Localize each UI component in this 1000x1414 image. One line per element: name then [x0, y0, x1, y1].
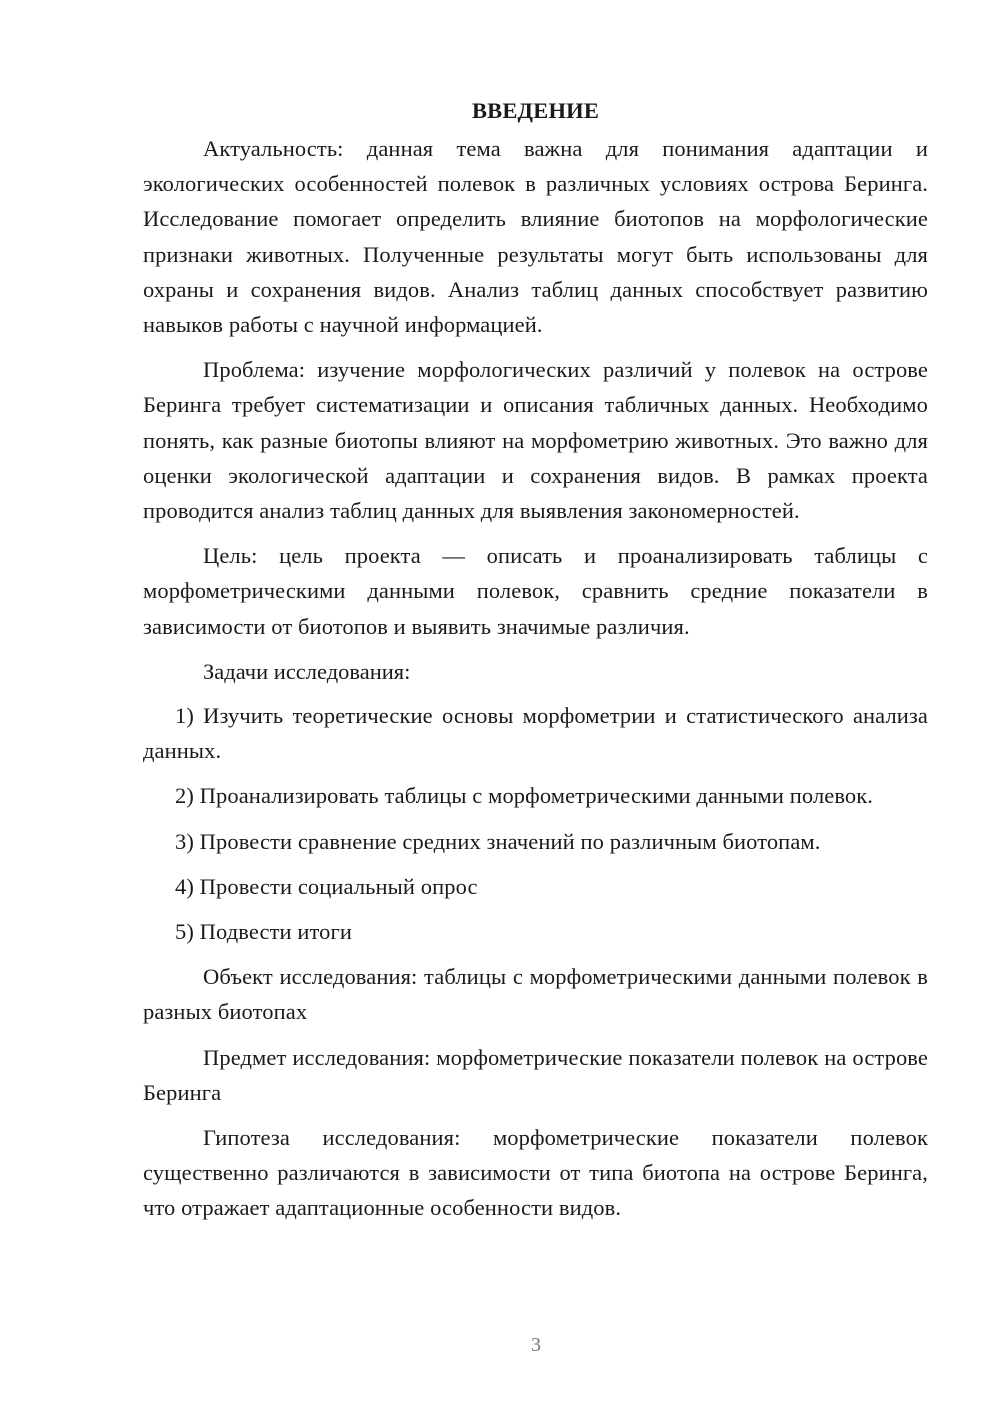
tasks-heading: Задачи исследования: — [203, 658, 411, 684]
hypothesis-paragraph: Гипотеза исследования: морфометрические показатели полевок существенно различаются в зависимости от типа биотопа на острове Беринга, что отражает адаптационные особенности видов. — [143, 1125, 928, 1221]
tasks-list — [143, 698, 928, 949]
page-content — [143, 93, 928, 1236]
problem-paragraph: Проблема: изучение морфологических различий у полевок на острове Беринга требует систематизации и описания табличных данных. Необходимо понять, как разные биотопы влияют на морфометрию животных. Это важно для оценки экологической адаптации и сохранения видов. В рамках проекта проводится анализ таблиц данных для выявления закономерностей. — [143, 357, 928, 524]
task-item-1: 1) Изучить теоретические основы морфометрии и статистического анализа данных. — [143, 703, 928, 764]
task-item-3: 3) Провести сравнение средних значений по различным биотопам. — [175, 828, 821, 854]
object-paragraph: Объект исследования: таблицы с морфометрическими данными полевок в разных биотопах — [143, 964, 928, 1025]
goal-paragraph: Цель: цель проекта — описать и проанализировать таблицы с морфометрическими данными полевок, сравнить средние показатели в зависимости от биотопов и выявить значимые различия. — [143, 543, 928, 639]
relevance-paragraph: Актуальность: данная тема важна для понимания адаптации и экологических особенностей полевок в различных условиях острова Беринга. Исследование помогает определить влияние биотопов на морфологические признаки животных. Полученные результаты могут быть использованы для охраны и сохранения видов. Анализ таблиц данных способствует развитию навыков работы с научной информацией. — [143, 136, 928, 338]
page-title: ВВЕДЕНИЕ — [471, 98, 600, 123]
task-item-4: 4) Провести социальный опрос — [175, 873, 478, 899]
page-number: 3 — [531, 1334, 541, 1356]
task-item-5: 5) Подвести итоги — [175, 919, 352, 945]
task-item-2: 2) Проанализировать таблицы с морфометрическими данными полевок. — [175, 783, 874, 809]
subject-paragraph: Предмет исследования: морфометрические показатели полевок на острове Беринга — [143, 1044, 928, 1105]
